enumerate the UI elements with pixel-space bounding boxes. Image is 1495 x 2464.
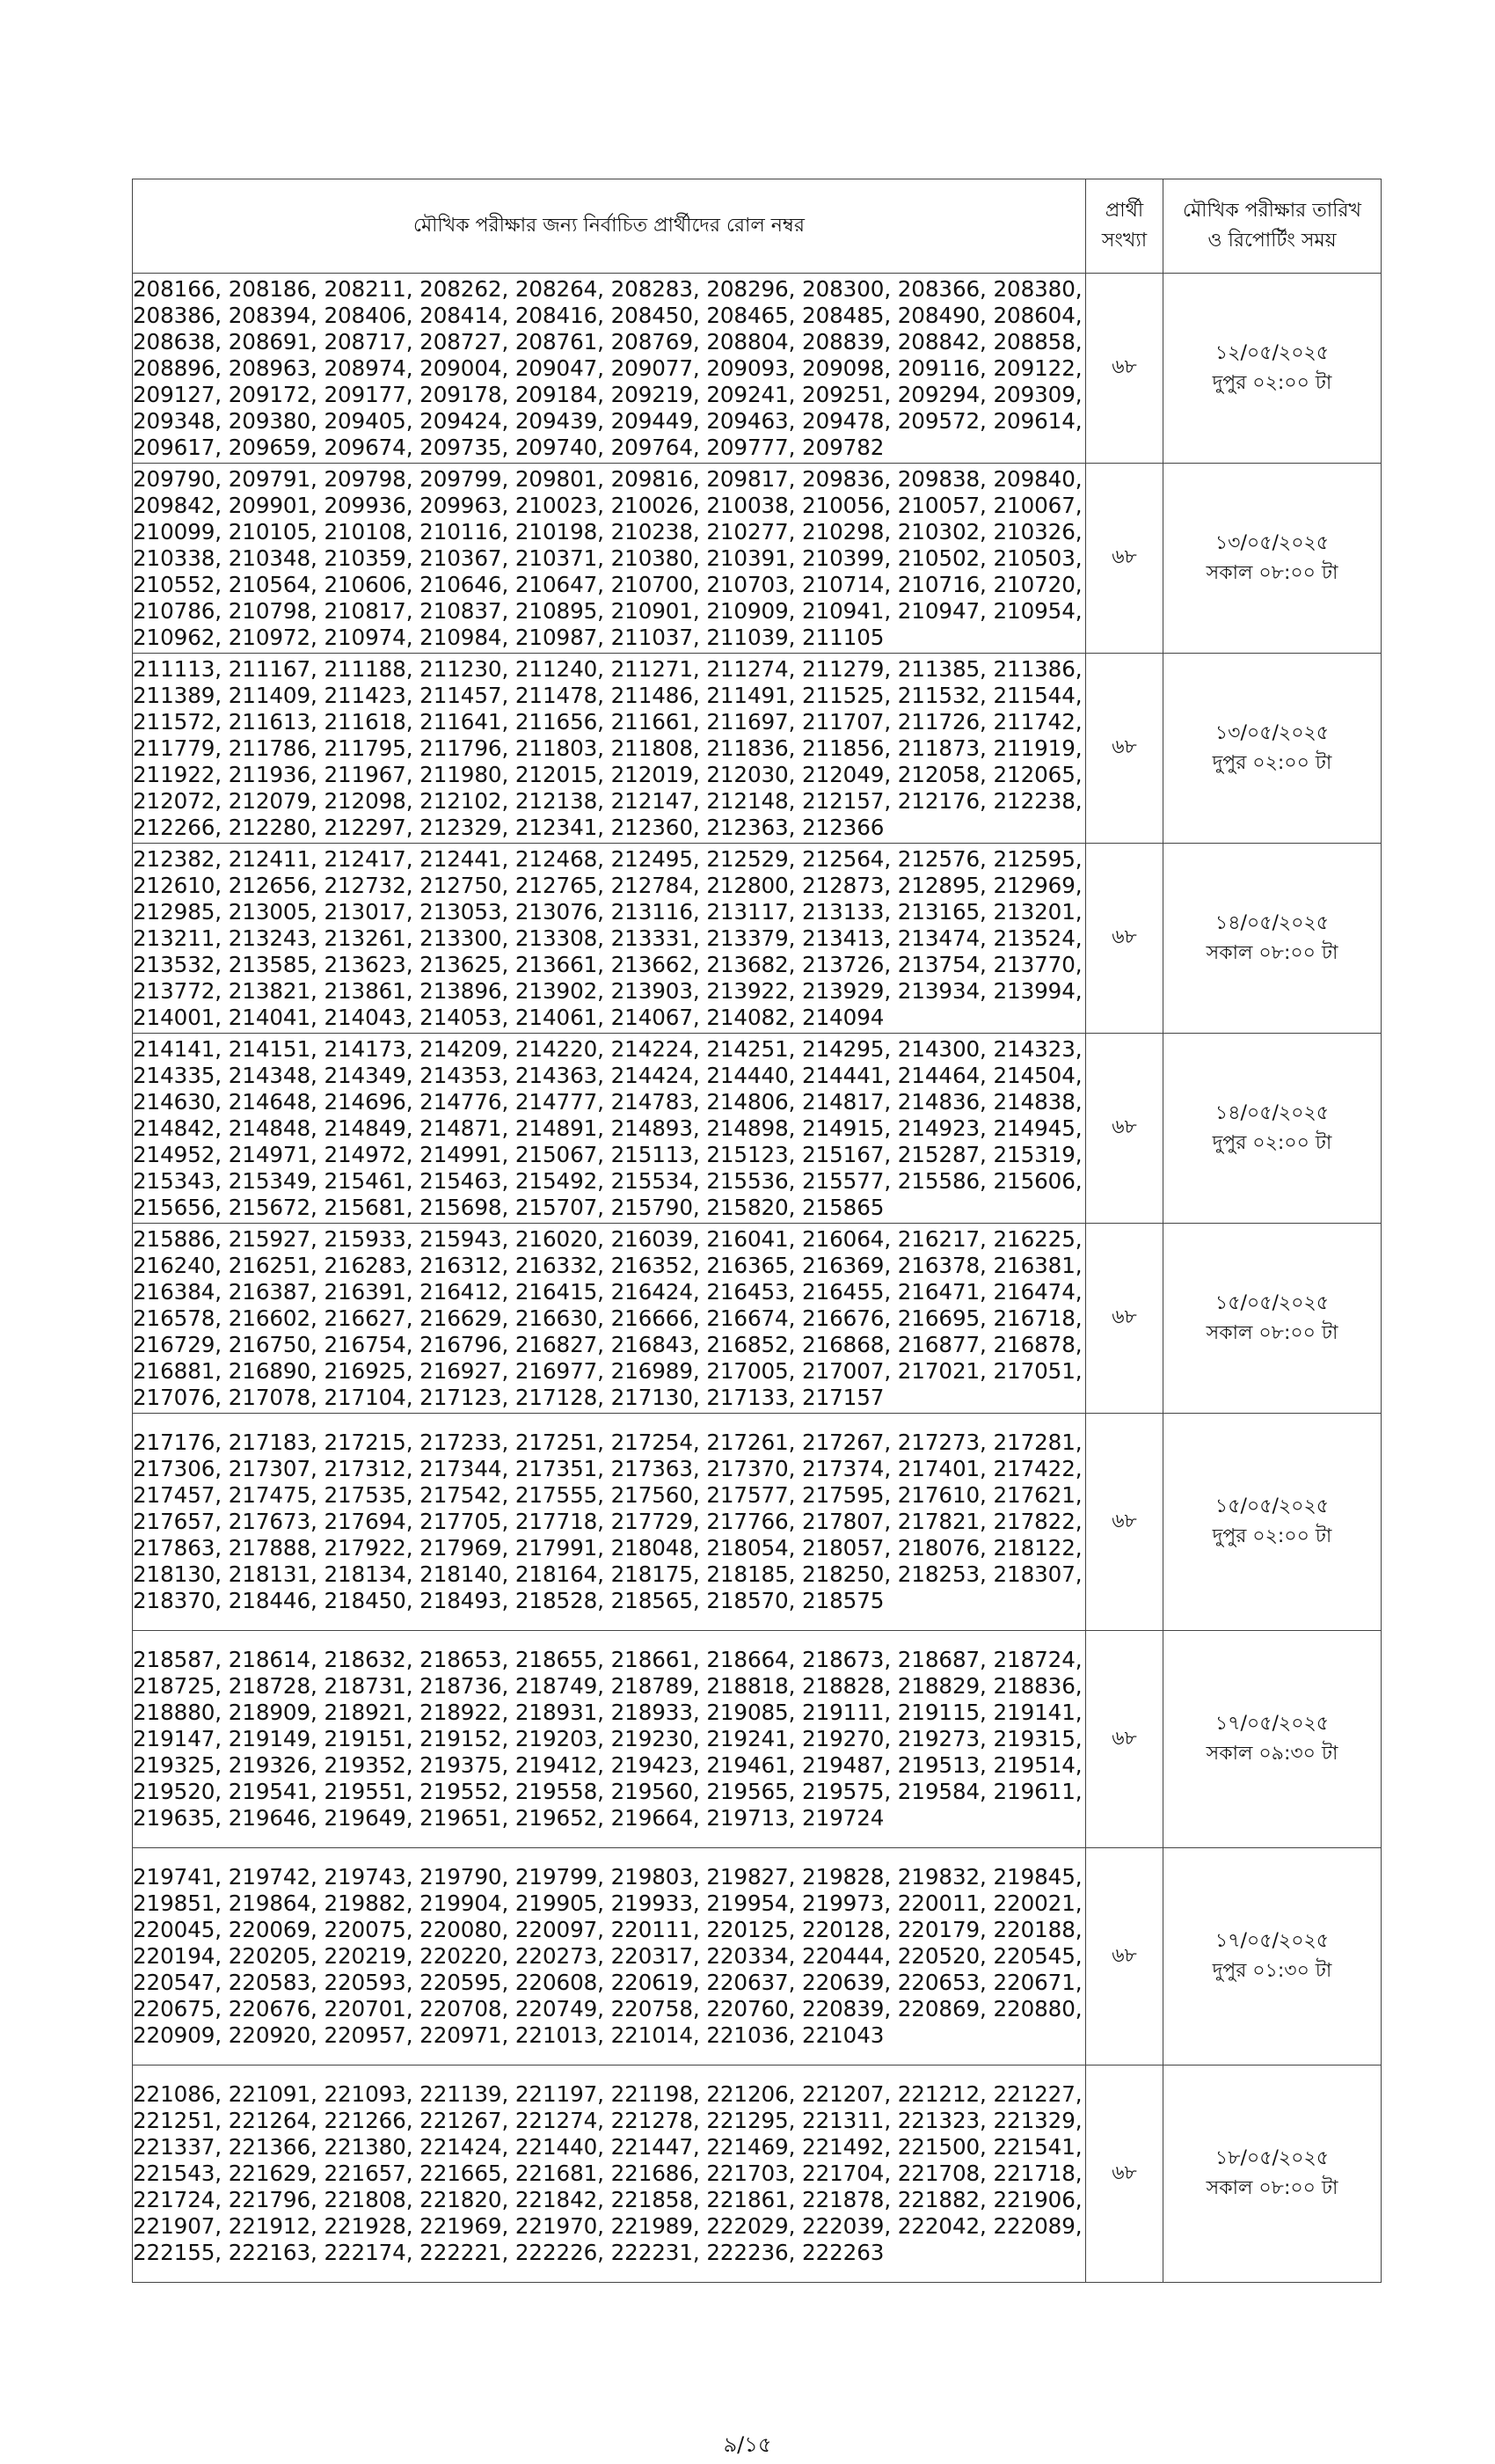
roll-numbers-line: 215886, 215927, 215933, 215943, 216020, 216039, 216041, 216064, 216217, 216225, bbox=[133, 1225, 1083, 1252]
reporting-time: দুপুর ০২:০০ টা bbox=[1212, 751, 1332, 774]
candidate-count-cell: ৬৮ bbox=[1086, 464, 1163, 654]
schedule-cell bbox=[1163, 654, 1382, 844]
header-schedule-line2: ও রিপোর্টিং সময় bbox=[1207, 230, 1337, 252]
roll-numbers-line: 218370, 218446, 218450, 218493, 218528, 218565, 218570, 218575 bbox=[133, 1588, 885, 1613]
roll-numbers-line: 210338, 210348, 210359, 210367, 210371, 210380, 210391, 210399, 210502, 210503, bbox=[133, 545, 1083, 571]
roll-numbers-line: 218130, 218131, 218134, 218140, 218164, 218175, 218185, 218250, 218253, 218307, bbox=[133, 1561, 1083, 1587]
reporting-time: দুপুর ০১:৩০ টা bbox=[1212, 1960, 1332, 1982]
viva-schedule-table bbox=[132, 179, 1382, 2283]
header-roll-numbers bbox=[133, 179, 1086, 274]
roll-numbers-line: 210962, 210972, 210974, 210984, 210987, 211037, 211039, 211105 bbox=[133, 624, 885, 650]
roll-numbers-line: 212985, 213005, 213017, 213053, 213076, 213116, 213117, 213133, 213165, 213201, bbox=[133, 898, 1083, 925]
header-roll-numbers-text: মৌখিক পরীক্ষার জন্য নির্বাচিত প্রার্থীদের রোল নম্বর bbox=[413, 215, 805, 237]
roll-numbers-line: 208166, 208186, 208211, 208262, 208264, 208283, 208296, 208300, 208366, 208380, bbox=[133, 275, 1083, 302]
roll-numbers-line: 214141, 214151, 214173, 214209, 214220, 214224, 214251, 214295, 214300, 214323, bbox=[133, 1035, 1083, 1062]
roll-numbers-line: 214630, 214648, 214696, 214776, 214777, 214783, 214806, 214817, 214836, 214838, bbox=[133, 1088, 1083, 1115]
table-row bbox=[133, 1631, 1382, 1848]
roll-numbers-line: 212266, 212280, 212297, 212329, 212341, 212360, 212363, 212366 bbox=[133, 814, 885, 840]
roll-numbers-line: 216729, 216750, 216754, 216796, 216827, 216843, 216852, 216868, 216877, 216878, bbox=[133, 1331, 1083, 1357]
table-row bbox=[133, 1848, 1382, 2066]
roll-numbers-line: 209790, 209791, 209798, 209799, 209801, 209816, 209817, 209836, 209838, 209840, bbox=[133, 465, 1083, 492]
header-schedule-line1: মৌখিক পরীক্ষার তারিখ bbox=[1183, 200, 1361, 222]
roll-numbers-cell bbox=[133, 1848, 1086, 2066]
table-row bbox=[133, 654, 1382, 844]
reporting-time: দুপুর ০২:০০ টা bbox=[1212, 1131, 1332, 1154]
roll-numbers-line: 219325, 219326, 219352, 219375, 219412, 219423, 219461, 219487, 219513, 219514, bbox=[133, 1752, 1083, 1778]
page-number: ৯/১৫ bbox=[723, 2432, 772, 2457]
reporting-time: দুপুর ০২:০০ টা bbox=[1212, 371, 1332, 394]
roll-numbers-line: 210786, 210798, 210817, 210837, 210895, 210901, 210909, 210941, 210947, 210954, bbox=[133, 597, 1083, 624]
roll-numbers-line: 221543, 221629, 221657, 221665, 221681, 221686, 221703, 221704, 221708, 221718, bbox=[133, 2161, 1083, 2186]
roll-numbers-line: 216578, 216602, 216627, 216629, 216630, 216666, 216674, 216676, 216695, 216718, bbox=[133, 1305, 1083, 1331]
table-row bbox=[133, 1224, 1382, 1414]
roll-numbers-cell bbox=[133, 1224, 1086, 1414]
schedule-cell bbox=[1163, 2066, 1382, 2283]
schedule-cell bbox=[1163, 1034, 1382, 1224]
header-count-line1: প্রার্থী bbox=[1105, 200, 1144, 222]
candidate-count-cell: ৬৮ bbox=[1086, 1224, 1163, 1414]
roll-numbers-cell bbox=[133, 2066, 1086, 2283]
roll-numbers-line: 214842, 214848, 214849, 214871, 214891, 214893, 214898, 214915, 214923, 214945, bbox=[133, 1115, 1083, 1141]
roll-numbers-line: 214335, 214348, 214349, 214353, 214363, 214424, 214440, 214441, 214464, 214504, bbox=[133, 1062, 1083, 1088]
roll-numbers-line: 221907, 221912, 221928, 221969, 221970, 221989, 222029, 222039, 222042, 222089, bbox=[133, 2213, 1083, 2239]
roll-numbers-line: 220909, 220920, 220957, 220971, 221013, 221014, 221036, 221043 bbox=[133, 2022, 885, 2048]
roll-numbers-line: 218725, 218728, 218731, 218736, 218749, 218789, 218818, 218828, 218829, 218836, bbox=[133, 1673, 1083, 1699]
header-candidate-count bbox=[1086, 179, 1163, 274]
table-body bbox=[133, 274, 1382, 2283]
roll-numbers-line: 213772, 213821, 213861, 213896, 213902, 213903, 213922, 213929, 213934, 213994, bbox=[133, 977, 1083, 1004]
table-row bbox=[133, 2066, 1382, 2283]
roll-numbers-line: 213532, 213585, 213623, 213625, 213661, 213662, 213682, 213726, 213754, 213770, bbox=[133, 951, 1083, 977]
roll-numbers-line: 211113, 211167, 211188, 211230, 211240, 211271, 211274, 211279, 211385, 211386, bbox=[133, 655, 1083, 682]
roll-numbers-line: 218587, 218614, 218632, 218653, 218655, 218661, 218664, 218673, 218687, 218724, bbox=[133, 1647, 1083, 1672]
viva-date: ১২/০৫/২০২৫ bbox=[1214, 341, 1330, 364]
roll-numbers-line: 208896, 208963, 208974, 209004, 209047, 209077, 209093, 209098, 209116, 209122, bbox=[133, 355, 1083, 381]
roll-numbers-line: 221724, 221796, 221808, 221820, 221842, 221858, 221861, 221878, 221882, 221906, bbox=[133, 2187, 1083, 2212]
candidate-count-cell: ৬৮ bbox=[1086, 844, 1163, 1034]
roll-numbers-line: 217076, 217078, 217104, 217123, 217128, 217130, 217133, 217157 bbox=[133, 1384, 885, 1410]
header-schedule bbox=[1163, 179, 1382, 274]
roll-numbers-line: 217657, 217673, 217694, 217705, 217718, 217729, 217766, 217807, 217821, 217822, bbox=[133, 1509, 1083, 1534]
roll-numbers-line: 217176, 217183, 217215, 217233, 217251, 217254, 217261, 217267, 217273, 217281, bbox=[133, 1429, 1083, 1455]
roll-numbers-line: 220045, 220069, 220075, 220080, 220097, 220111, 220125, 220128, 220179, 220188, bbox=[133, 1917, 1083, 1942]
schedule-cell bbox=[1163, 464, 1382, 654]
roll-numbers-line: 220194, 220205, 220219, 220220, 220273, 220317, 220334, 220444, 220520, 220545, bbox=[133, 1943, 1083, 1969]
roll-numbers-cell bbox=[133, 464, 1086, 654]
roll-numbers-line: 209842, 209901, 209936, 209963, 210023, 210026, 210038, 210056, 210057, 210067, bbox=[133, 492, 1083, 518]
schedule-cell bbox=[1163, 1224, 1382, 1414]
viva-date: ১৩/০৫/২০২৫ bbox=[1214, 721, 1330, 744]
roll-numbers-line: 217457, 217475, 217535, 217542, 217555, 217560, 217577, 217595, 217610, 217621, bbox=[133, 1482, 1083, 1508]
viva-date: ১৪/০৫/২০২৫ bbox=[1214, 1101, 1330, 1124]
roll-numbers-line: 214952, 214971, 214972, 214991, 215067, 215113, 215123, 215167, 215287, 215319, bbox=[133, 1141, 1083, 1167]
roll-numbers-line: 213211, 213243, 213261, 213300, 213308, 213331, 213379, 213413, 213474, 213524, bbox=[133, 925, 1083, 951]
viva-date: ১৭/০৫/২০২৫ bbox=[1214, 1713, 1330, 1735]
viva-date: ১৩/০৫/২০২৫ bbox=[1214, 531, 1330, 554]
roll-numbers-line: 214001, 214041, 214043, 214053, 214061, 214067, 214082, 214094 bbox=[133, 1004, 885, 1030]
reporting-time: সকাল ০৮:০০ টা bbox=[1206, 1321, 1338, 1344]
schedule-cell bbox=[1163, 1631, 1382, 1848]
roll-numbers-line: 208386, 208394, 208406, 208414, 208416, 208450, 208465, 208485, 208490, 208604, bbox=[133, 302, 1083, 328]
roll-numbers-line: 216240, 216251, 216283, 216312, 216332, 216352, 216365, 216369, 216378, 216381, bbox=[133, 1252, 1083, 1278]
reporting-time: সকাল ০৮:০০ টা bbox=[1206, 2177, 1338, 2199]
header-count-line2: সংখ্যা bbox=[1101, 230, 1148, 252]
viva-date: ১৪/০৫/২০২৫ bbox=[1214, 911, 1330, 934]
candidate-count-cell: ৬৮ bbox=[1086, 274, 1163, 464]
candidate-count-cell: ৬৮ bbox=[1086, 654, 1163, 844]
roll-numbers-cell bbox=[133, 274, 1086, 464]
roll-numbers-line: 209127, 209172, 209177, 209178, 209184, 209219, 209241, 209251, 209294, 209309, bbox=[133, 381, 1083, 407]
candidate-count-cell: ৬৮ bbox=[1086, 1631, 1163, 1848]
roll-numbers-cell bbox=[133, 1034, 1086, 1224]
table-header-row bbox=[133, 179, 1382, 274]
table-row bbox=[133, 1034, 1382, 1224]
roll-numbers-line: 220675, 220676, 220701, 220708, 220749, 220758, 220760, 220839, 220869, 220880, bbox=[133, 1996, 1083, 2022]
roll-numbers-line: 212610, 212656, 212732, 212750, 212765, 212784, 212800, 212873, 212895, 212969, bbox=[133, 872, 1083, 898]
roll-numbers-line: 210099, 210105, 210108, 210116, 210198, 210238, 210277, 210298, 210302, 210326, bbox=[133, 518, 1083, 545]
roll-numbers-line: 208638, 208691, 208717, 208727, 208761, 208769, 208804, 208839, 208842, 208858, bbox=[133, 328, 1083, 355]
viva-date: ১৭/০৫/২০২৫ bbox=[1214, 1930, 1330, 1952]
schedule-cell bbox=[1163, 1848, 1382, 2066]
roll-numbers-line: 219635, 219646, 219649, 219651, 219652, 219664, 219713, 219724 bbox=[133, 1805, 885, 1831]
candidate-count-cell: ৬৮ bbox=[1086, 1034, 1163, 1224]
roll-numbers-line: 222155, 222163, 222174, 222221, 222226, 222231, 222236, 222263 bbox=[133, 2240, 885, 2265]
candidate-count-cell: ৬৮ bbox=[1086, 2066, 1163, 2283]
roll-numbers-line: 212072, 212079, 212098, 212102, 212138, 212147, 212148, 212157, 212176, 212238, bbox=[133, 787, 1083, 814]
viva-date: ১৫/০৫/২০২৫ bbox=[1214, 1291, 1330, 1314]
roll-numbers-line: 219520, 219541, 219551, 219552, 219558, 219560, 219565, 219575, 219584, 219611, bbox=[133, 1779, 1083, 1804]
roll-numbers-line: 211389, 211409, 211423, 211457, 211478, 211486, 211491, 211525, 211532, 211544, bbox=[133, 682, 1083, 708]
roll-numbers-line: 221337, 221366, 221380, 221424, 221440, 221447, 221469, 221492, 221500, 221541, bbox=[133, 2134, 1083, 2160]
roll-numbers-line: 220547, 220583, 220593, 220595, 220608, 220619, 220637, 220639, 220653, 220671, bbox=[133, 1970, 1083, 1995]
roll-numbers-line: 216881, 216890, 216925, 216927, 216977, 216989, 217005, 217007, 217021, 217051, bbox=[133, 1357, 1083, 1384]
roll-numbers-line: 219851, 219864, 219882, 219904, 219905, 219933, 219954, 219973, 220011, 220021, bbox=[133, 1890, 1083, 1916]
roll-numbers-line: 215343, 215349, 215461, 215463, 215492, 215534, 215536, 215577, 215586, 215606, bbox=[133, 1167, 1083, 1194]
table-row bbox=[133, 274, 1382, 464]
schedule-cell bbox=[1163, 1414, 1382, 1631]
reporting-time: দুপুর ০২:০০ টা bbox=[1212, 1525, 1332, 1547]
table-row bbox=[133, 844, 1382, 1034]
table-row bbox=[133, 1414, 1382, 1631]
roll-numbers-line: 219147, 219149, 219151, 219152, 219203, 219230, 219241, 219270, 219273, 219315, bbox=[133, 1726, 1083, 1751]
table-row bbox=[133, 464, 1382, 654]
roll-numbers-cell bbox=[133, 654, 1086, 844]
roll-numbers-line: 221086, 221091, 221093, 221139, 221197, 221198, 221206, 221207, 221212, 221227, bbox=[133, 2081, 1083, 2107]
roll-numbers-line: 211779, 211786, 211795, 211796, 211803, 211808, 211836, 211856, 211873, 211919, bbox=[133, 735, 1083, 761]
candidate-count-cell: ৬৮ bbox=[1086, 1848, 1163, 2066]
schedule-cell bbox=[1163, 274, 1382, 464]
roll-numbers-cell bbox=[133, 844, 1086, 1034]
roll-numbers-line: 221251, 221264, 221266, 221267, 221274, 221278, 221295, 221311, 221323, 221329, bbox=[133, 2108, 1083, 2133]
viva-date: ১৫/০৫/২০২৫ bbox=[1214, 1495, 1330, 1517]
roll-numbers-line: 217306, 217307, 217312, 217344, 217351, 217363, 217370, 217374, 217401, 217422, bbox=[133, 1456, 1083, 1481]
roll-numbers-line: 209348, 209380, 209405, 209424, 209439, 209449, 209463, 209478, 209572, 209614, bbox=[133, 407, 1083, 434]
viva-date: ১৮/০৫/২০২৫ bbox=[1214, 2147, 1330, 2169]
roll-numbers-cell bbox=[133, 1631, 1086, 1848]
roll-numbers-line: 218880, 218909, 218921, 218922, 218931, 218933, 219085, 219111, 219115, 219141, bbox=[133, 1700, 1083, 1725]
schedule-cell bbox=[1163, 844, 1382, 1034]
roll-numbers-line: 209617, 209659, 209674, 209735, 209740, 209764, 209777, 209782 bbox=[133, 434, 885, 460]
candidate-count-cell: ৬৮ bbox=[1086, 1414, 1163, 1631]
roll-numbers-line: 216384, 216387, 216391, 216412, 216415, 216424, 216453, 216455, 216471, 216474, bbox=[133, 1278, 1083, 1305]
reporting-time: সকাল ০৮:০০ টা bbox=[1206, 941, 1338, 964]
roll-numbers-cell bbox=[133, 1414, 1086, 1631]
roll-numbers-line: 215656, 215672, 215681, 215698, 215707, 215790, 215820, 215865 bbox=[133, 1194, 885, 1220]
reporting-time: সকাল ০৯:৩০ টা bbox=[1206, 1743, 1338, 1765]
reporting-time: সকাল ০৮:০০ টা bbox=[1206, 561, 1338, 584]
roll-numbers-line: 212382, 212411, 212417, 212441, 212468, 212495, 212529, 212564, 212576, 212595, bbox=[133, 845, 1083, 872]
roll-numbers-line: 211572, 211613, 211618, 211641, 211656, 211661, 211697, 211707, 211726, 211742, bbox=[133, 708, 1083, 735]
roll-numbers-line: 211922, 211936, 211967, 211980, 212015, 212019, 212030, 212049, 212058, 212065, bbox=[133, 761, 1083, 787]
roll-numbers-line: 210552, 210564, 210606, 210646, 210647, 210700, 210703, 210714, 210716, 210720, bbox=[133, 571, 1083, 597]
roll-numbers-line: 219741, 219742, 219743, 219790, 219799, 219803, 219827, 219828, 219832, 219845, bbox=[133, 1864, 1083, 1890]
roll-numbers-line: 217863, 217888, 217922, 217969, 217991, 218048, 218054, 218057, 218076, 218122, bbox=[133, 1535, 1083, 1561]
